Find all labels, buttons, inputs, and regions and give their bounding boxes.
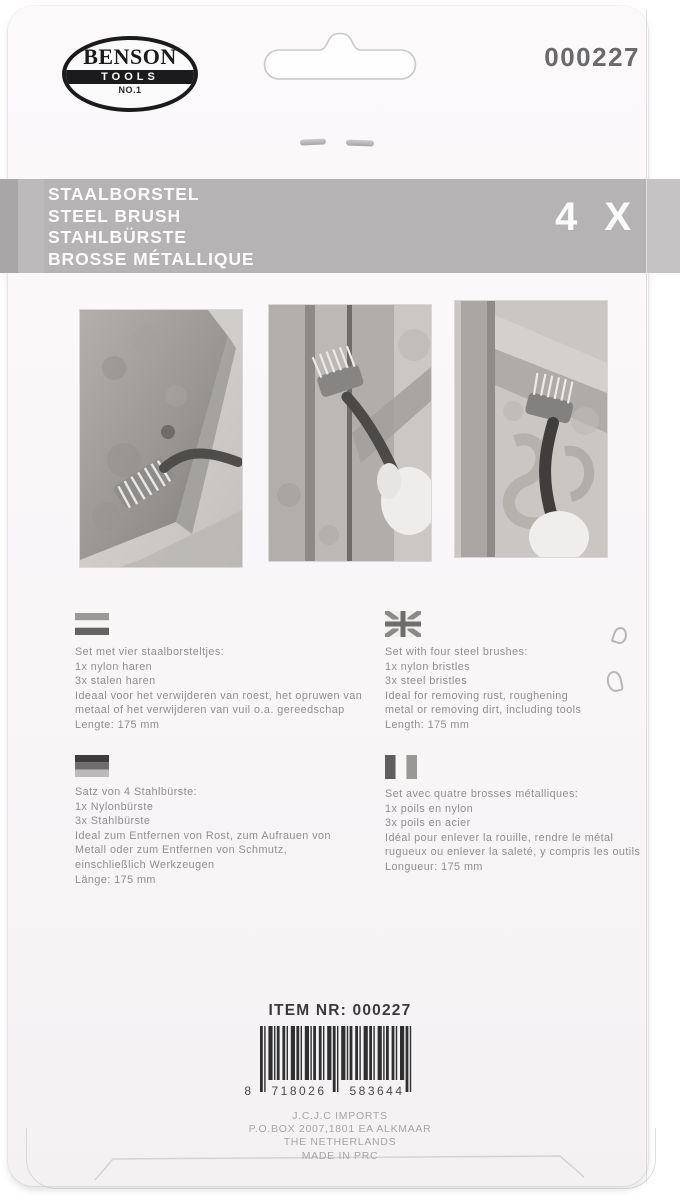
description-dutch: [75, 613, 375, 733]
euro-hang-slot: [262, 29, 418, 83]
title-line-en: STEEL BRUSH: [48, 205, 182, 226]
desc-line: 3x poils en acier: [385, 817, 471, 830]
desc-line: Longueur: 175 mm: [385, 860, 483, 873]
barcode-digit-group: 583644: [349, 1084, 405, 1098]
desc-line: metaal of het verwijderen van vuil o.a. gereedschap: [75, 704, 345, 717]
title-bar: [0, 179, 680, 273]
brand-rank-label: NO.1: [118, 85, 142, 95]
title-bar-edge: [646, 179, 680, 273]
desc-line: Metall oder zum Entfernen von Schmutz,: [75, 844, 288, 857]
desc-line: 3x steel bristles: [385, 675, 468, 688]
france-flag-icon: [385, 755, 417, 779]
title-bar-edge: [18, 179, 44, 273]
desc-line: 1x poils en nylon: [385, 802, 474, 815]
desc-line: 1x Nylonbürste: [75, 800, 154, 813]
desc-line: Länge: 175 mm: [75, 873, 156, 886]
footer-line: J.C.J.C IMPORTS: [292, 1110, 388, 1122]
description-english: [385, 611, 645, 733]
netherlands-flag-icon: [75, 613, 109, 635]
desc-line: 1x nylon bristles: [385, 660, 471, 673]
desc-line: 3x stalen haren: [75, 675, 156, 688]
title-bar-edge: [0, 179, 18, 273]
desc-line: metal or removing dirt, including tools: [385, 704, 582, 717]
desc-line: 1x nylon haren: [75, 660, 153, 673]
uk-flag-icon: [385, 611, 421, 637]
product-title-lines: [48, 184, 255, 270]
quantity-label: 4 X: [554, 195, 636, 239]
brand-name: BENSON: [83, 43, 177, 70]
description-text-de: [75, 785, 375, 887]
product-photo-metal-frame: [269, 305, 431, 561]
desc-line: Idéal pour enlever la rouille, rendre le métal: [385, 831, 614, 844]
footer-line: THE NETHERLANDS: [283, 1136, 397, 1149]
barcode-digit-group: 718026: [271, 1084, 327, 1098]
product-photo-ornate-ironwork: [455, 301, 607, 557]
desc-line: Ideaal voor het verwijderen van roest, het opruwen van: [75, 689, 363, 702]
desc-line: Ideal for removing rust, roughening: [385, 689, 569, 702]
item-number-label: ITEM NR: 000227: [268, 1002, 412, 1019]
description-text-fr: [385, 787, 665, 875]
desc-line: einschließlich Werkzeugen: [75, 858, 215, 871]
desc-line: Satz von 4 Stahlbürste:: [75, 786, 197, 798]
benson-tools-logo: [62, 36, 198, 112]
description-text-en: [385, 645, 645, 733]
description-german: [75, 755, 375, 887]
staple-icon: [346, 140, 374, 147]
product-photo-rusty-panel: [80, 310, 242, 567]
footer-line: P.O.BOX 2007,1801 EA ALKMAAR: [248, 1123, 432, 1136]
title-line-nl: STAALBORSTEL: [48, 184, 200, 204]
desc-line: Length: 175 mm: [385, 718, 470, 731]
importer-info: [140, 1110, 540, 1163]
title-line-de: STAHLBÜRSTE: [48, 227, 187, 247]
desc-line: Lengte: 175 mm: [75, 718, 160, 731]
desc-line: Set met vier staalborsteltjes:: [75, 646, 225, 658]
barcode-digit-group: 8: [244, 1084, 254, 1098]
desc-line: Set with four steel brushes:: [385, 646, 528, 658]
desc-line: Set avec quatre brosses métalliques:: [385, 788, 579, 800]
germany-flag-icon: [75, 755, 109, 777]
desc-line: 3x Stahlbürste: [75, 815, 151, 828]
description-text-nl: [75, 645, 375, 733]
item-number-top: 000227: [544, 42, 640, 72]
desc-line: rugueux ou enlever la saleté, y compris les outils: [385, 846, 641, 859]
brand-sub-label: TOOLS: [66, 70, 194, 84]
description-french: [385, 755, 665, 875]
title-line-fr: BROSSE MÉTALLIQUE: [48, 248, 255, 269]
footer-line: MADE IN PRC: [301, 1149, 379, 1162]
desc-line: Ideal zum Entfernen von Rost, zum Aufrauen von: [75, 829, 331, 842]
